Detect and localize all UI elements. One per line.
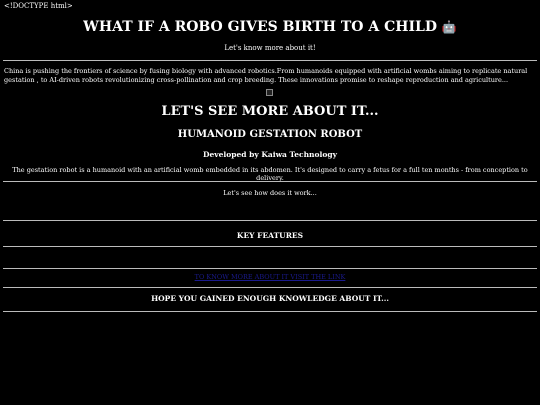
doctype-text: <!DOCTYPE html> <box>4 2 73 10</box>
developer-text: Developed by Kaiwa Technology <box>203 150 337 159</box>
divider <box>3 287 537 288</box>
divider <box>3 246 537 247</box>
more-info-link[interactable]: TO KNOW MORE ABOUT IT VISIT THE LINK <box>194 273 346 281</box>
section-heading: LET'S SEE MORE ABOUT IT... <box>161 104 379 119</box>
broken-image-icon <box>266 89 273 96</box>
closing-text: HOPE YOU GAINED ENOUGH KNOWLEDGE ABOUT IT... <box>151 294 389 303</box>
robot-heading: HUMANOID GESTATION ROBOT <box>177 129 363 140</box>
divider <box>3 60 537 61</box>
robot-icon: 🤖 <box>441 20 457 34</box>
features-heading: KEY FEATURES <box>236 231 304 240</box>
divider <box>3 220 537 221</box>
divider <box>3 268 537 269</box>
description-paragraph: The gestation robot is a humanoid with an artificial womb embedded in its abdomen. It's designed to carry a fetus for a full ten months - from conception to delivery. <box>12 166 528 182</box>
divider <box>3 311 537 312</box>
subtitle: Let's know more about it! <box>224 44 316 52</box>
work-text: Let's see how does it work... <box>223 189 317 197</box>
page-title-text: WHAT IF A ROBO GIVES BIRTH TO A CHILD <box>83 19 438 35</box>
divider <box>3 181 537 182</box>
intro-paragraph: China is pushing the frontiers of science by fusing biology with advanced robotics.From humanoids equipped with artificial wombs aiming to replicate natural gestation , to AI-driven robots revolutionizing cross-pollination and crop breeding. These innovations promise to reshape reproduction and agriculture... <box>4 67 528 84</box>
page-title <box>0 19 540 35</box>
